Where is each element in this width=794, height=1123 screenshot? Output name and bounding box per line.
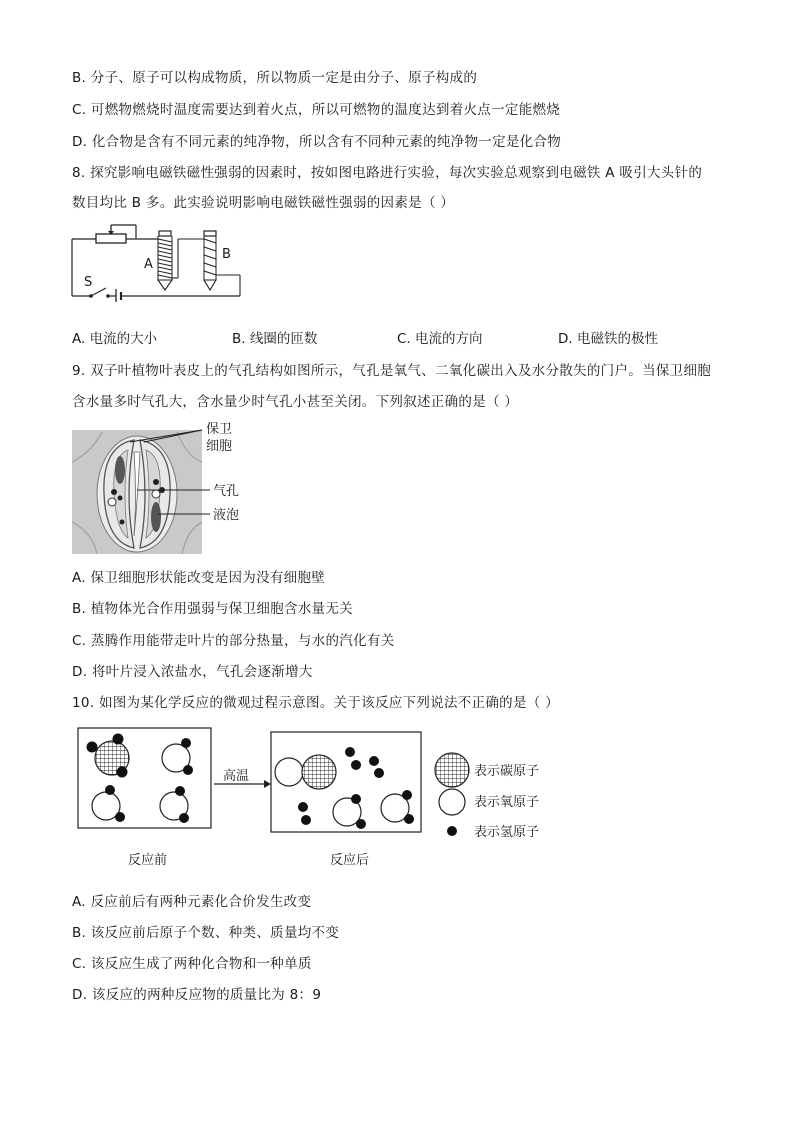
label-stoma: 气孔 [213, 484, 240, 499]
q10-reaction-figure [72, 722, 572, 872]
label-vacuole: 液泡 [213, 508, 240, 523]
q7-option-c: C. 可燃物燃烧时温度需要达到着火点，所以可燃物的温度达到着火点一定能燃烧 [72, 102, 561, 118]
electromagnet-a [158, 236, 172, 290]
q9-option-d: D. 将叶片浸入浓盐水，气孔会逐渐增大 [72, 664, 313, 680]
q7-option-b: B. 分子、原子可以构成物质，所以物质一定是由分子、原子构成的 [72, 70, 478, 86]
left-vacuole [115, 456, 125, 484]
q9-stem-line2: 含水量多时气孔大，含水量少时气孔小甚至关闭。下列叙述正确的是（ ） [72, 394, 519, 410]
label-guard-1: 保卫 [206, 422, 233, 437]
after-label: 反应后 [330, 853, 370, 868]
q7-option-d: D. 化合物是含有不同元素的纯净物，所以含有不同种元素的纯净物一定是化合物 [72, 134, 562, 150]
label-s: S [84, 275, 93, 290]
right-vacuole [151, 502, 161, 532]
q10-option-b: B. 该反应前后原子个数、种类、质量均不变 [72, 925, 340, 941]
legend-hydrogen-marker [447, 826, 457, 836]
q10-option-d: D. 该反应的两种反应物的质量比为 8：9 [72, 987, 322, 1003]
legend-oxygen-marker [439, 789, 465, 815]
q10-option-c: C. 该反应生成了两种化合物和一种单质 [72, 956, 312, 972]
q8-circuit-figure [66, 222, 246, 302]
q8-option-d: D. 电磁铁的极性 [558, 331, 658, 347]
legend-hydrogen: 表示氢原子 [474, 825, 540, 840]
q9-stem-line1: 9. 双子叶植物叶表皮上的气孔结构如图所示，气孔是氧气、二氧化碳出入及水分散失的门户。当保卫细胞 [72, 363, 712, 379]
q10-stem: 10. 如图为某化学反应的微观过程示意图。关于该反应下列说法不正确的是（ ） [72, 695, 559, 711]
before-label: 反应前 [128, 853, 168, 868]
legend-carbon-marker [435, 753, 469, 787]
q8-option-b: B. 线圈的匝数 [232, 331, 318, 347]
legend [435, 753, 539, 840]
legend-carbon: 表示碳原子 [474, 764, 540, 779]
legend-oxygen: 表示氧原子 [474, 795, 540, 810]
q8-stem-line1: 8. 探究影响电磁铁磁性强弱的因素时，按如图电路进行实验，每次实验总观察到电磁铁 A 吸引大头针的 [72, 165, 703, 181]
rheostat [96, 234, 126, 243]
reaction-condition: 高温 [223, 769, 250, 784]
q8-option-c: C. 电流的方向 [397, 331, 483, 347]
label-guard-2: 细胞 [206, 439, 233, 454]
q8-option-a: A. 电流的大小 [72, 331, 158, 347]
q9-option-a: A. 保卫细胞形状能改变是因为没有细胞壁 [72, 570, 326, 586]
q9-option-c: C. 蒸腾作用能带走叶片的部分热量，与水的汽化有关 [72, 633, 395, 649]
q9-stomata-figure [72, 422, 262, 556]
label-b: B [222, 247, 231, 262]
q9-option-b: B. 植物体光合作用强弱与保卫细胞含水量无关 [72, 601, 353, 617]
electromagnet-b [204, 236, 216, 290]
q10-option-a: A. 反应前后有两种元素化合价发生改变 [72, 894, 312, 910]
q8-stem-line2: 数目均比 B 多。此实验说明影响电磁铁磁性强弱的因素是（ ） [72, 195, 455, 211]
label-a: A [144, 257, 153, 272]
